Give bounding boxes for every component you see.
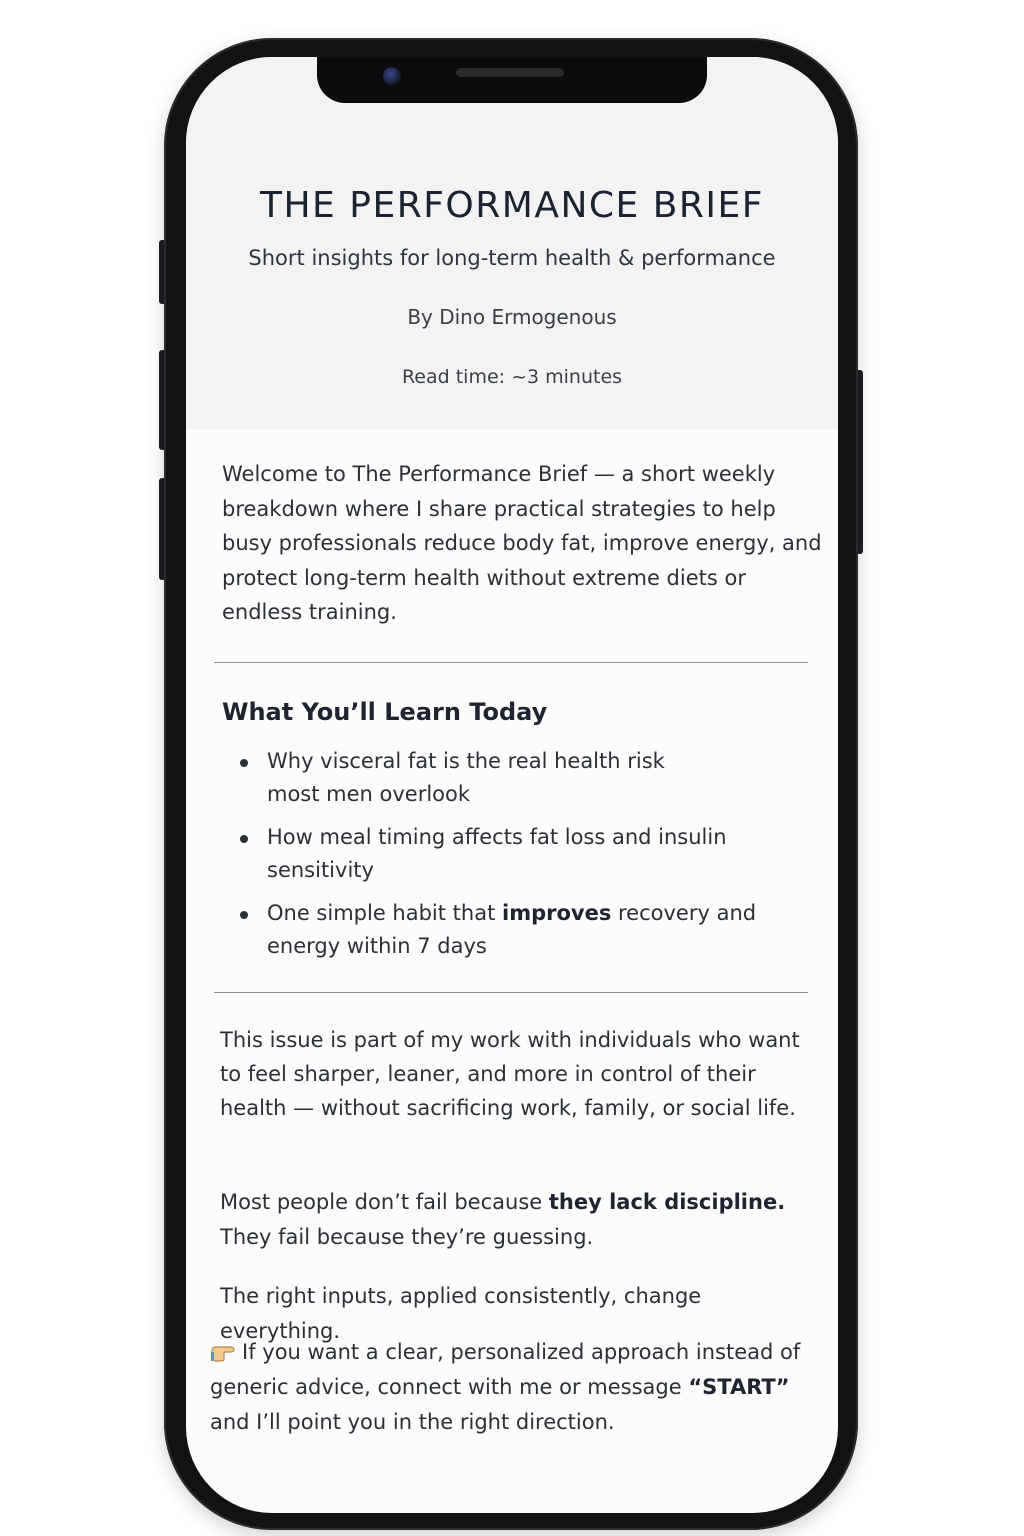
list-item-text: How meal timing affects fat loss and insulin sensitivity xyxy=(267,825,727,882)
start-keyword: “START” xyxy=(688,1375,790,1399)
cta-paragraph xyxy=(210,1335,820,1440)
list-item-text-after: recovery and energy within 7 days xyxy=(267,901,757,958)
divider xyxy=(214,662,808,663)
intro-paragraph: Welcome to The Performance Brief — a short weekly breakdown where I share practical strategies to help busy professionals reduce body fat, improve energy, and protect long-term health without extreme diets or endless training. xyxy=(222,462,822,624)
phone-notch xyxy=(317,57,707,103)
earpiece-speaker xyxy=(456,68,564,77)
newsletter-subtitle: Short insights for long-term health & performance xyxy=(248,246,776,270)
list-item-text-before: One simple habit that xyxy=(267,901,502,925)
list-item-text: Why visceral fat is the real health risk most men overlook xyxy=(267,749,665,806)
discipline-text-before: Most people don’t fail because xyxy=(220,1190,549,1214)
bullet-icon xyxy=(240,911,248,919)
divider xyxy=(214,992,808,993)
section-heading: What You’ll Learn Today xyxy=(222,698,548,726)
pointing-hand-icon xyxy=(210,1339,238,1361)
newsletter-header xyxy=(186,57,838,429)
front-camera-icon xyxy=(383,67,401,85)
list-item xyxy=(222,745,687,811)
bullet-icon xyxy=(240,759,248,767)
list-item xyxy=(222,897,787,963)
discipline-text-after: They fail because they’re guessing. xyxy=(220,1224,594,1249)
bullet-icon xyxy=(240,835,248,843)
newsletter-title: THE PERFORMANCE BRIEF xyxy=(260,185,764,226)
learn-list xyxy=(222,745,802,973)
author-byline: By Dino Ermogenous xyxy=(407,305,617,329)
discipline-bold: they lack discipline. xyxy=(548,1190,786,1214)
phone-screen[interactable] xyxy=(186,57,838,1513)
work-paragraph: This issue is part of my work with individuals who want to feel sharper, leaner, and more in control of their health — without sacrificing work, family, or social life. xyxy=(220,1028,800,1120)
list-item xyxy=(222,821,767,887)
inputs-paragraph: The right inputs, applied consistently, change everything. xyxy=(220,1284,702,1343)
list-item-bold: improves xyxy=(502,901,612,925)
cta-text-after: and I’ll point you in the right direction. xyxy=(210,1410,615,1434)
read-time: Read time: ~3 minutes xyxy=(401,366,623,388)
discipline-paragraph xyxy=(220,1185,824,1254)
cta-text-before: If you want a clear, personalized approach instead of generic advice, connect with me or message xyxy=(210,1340,801,1399)
